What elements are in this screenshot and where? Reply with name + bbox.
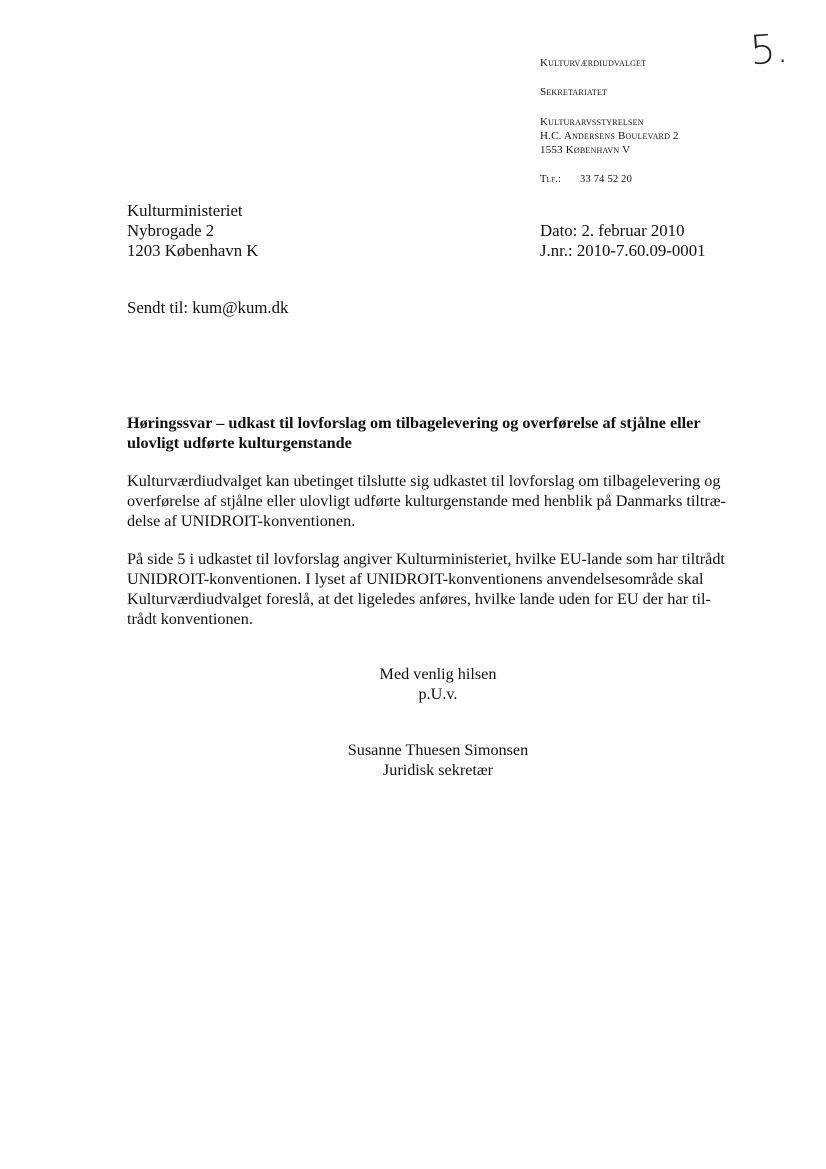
letterhead-agency: Kulturarvsstyrelsen [540,116,644,128]
signatory-title: Juridisk sekretær [382,761,494,779]
letterhead-city: 1553 København V [540,144,631,156]
paragraph-2-line-2: UNIDROIT-konventionen. I lyset af UNIDROIT-konventionens anvendelsesområde skal [127,570,704,588]
subject-line-2: ulovligt udførte kulturgenstande [127,434,352,452]
paragraph-1-line-3: delse af UNIDROIT-konventionen. [127,512,356,530]
closing-greeting: Med venlig hilsen [379,665,497,683]
paragraph-2-line-3: Kulturværdiudvalget foreslå, at det ligeledes anføres, hvilke lande uden for EU der har til- [127,590,711,608]
recipient-street: Nybrogade 2 [127,221,215,240]
paragraph-2-line-1: På side 5 i udkastet til lovforslag angiver Kulturministeriet, hvilke EU-lande som har tiltrådt [127,550,725,568]
signatory-name: Susanne Thuesen Simonsen [347,741,529,759]
journal-number: J.nr.: 2010-7.60.09-0001 [540,241,706,260]
paragraph-2-line-4: trådt konventionen. [127,610,253,628]
letter-date: Dato: 2. februar 2010 [540,221,685,240]
recipient-name: Kulturministeriet [127,201,243,220]
letterhead-committee: Kulturværdiudvalget [540,57,647,69]
handwritten-page-mark: 5. [748,25,790,75]
paragraph-1-line-1: Kulturværdiudvalget kan ubetinget tilslutte sig udkastet til lovforslag om tilbagelevering og [127,472,721,490]
letterhead-phone-label: Tlf.: [540,174,562,185]
subject-line-1: Høringssvar – udkast til lovforslag om tilbagelevering og overførelse af stjålne eller [127,414,701,432]
paragraph-1-line-2: overførelse af stjålne eller ulovligt udførte kulturgenstande med henblik på Danmarks tiltræ- [127,492,726,510]
letterhead-phone: 33 74 52 20 [580,174,633,185]
letterhead-street: H.C. Andersens Boulevard 2 [540,130,679,142]
letterhead-secretariat: Sekretariatet [540,86,608,98]
sent-to-line: Sendt til: kum@kum.dk [127,298,289,317]
recipient-city: 1203 København K [127,241,259,260]
closing-puv: p.U.v. [418,685,458,703]
